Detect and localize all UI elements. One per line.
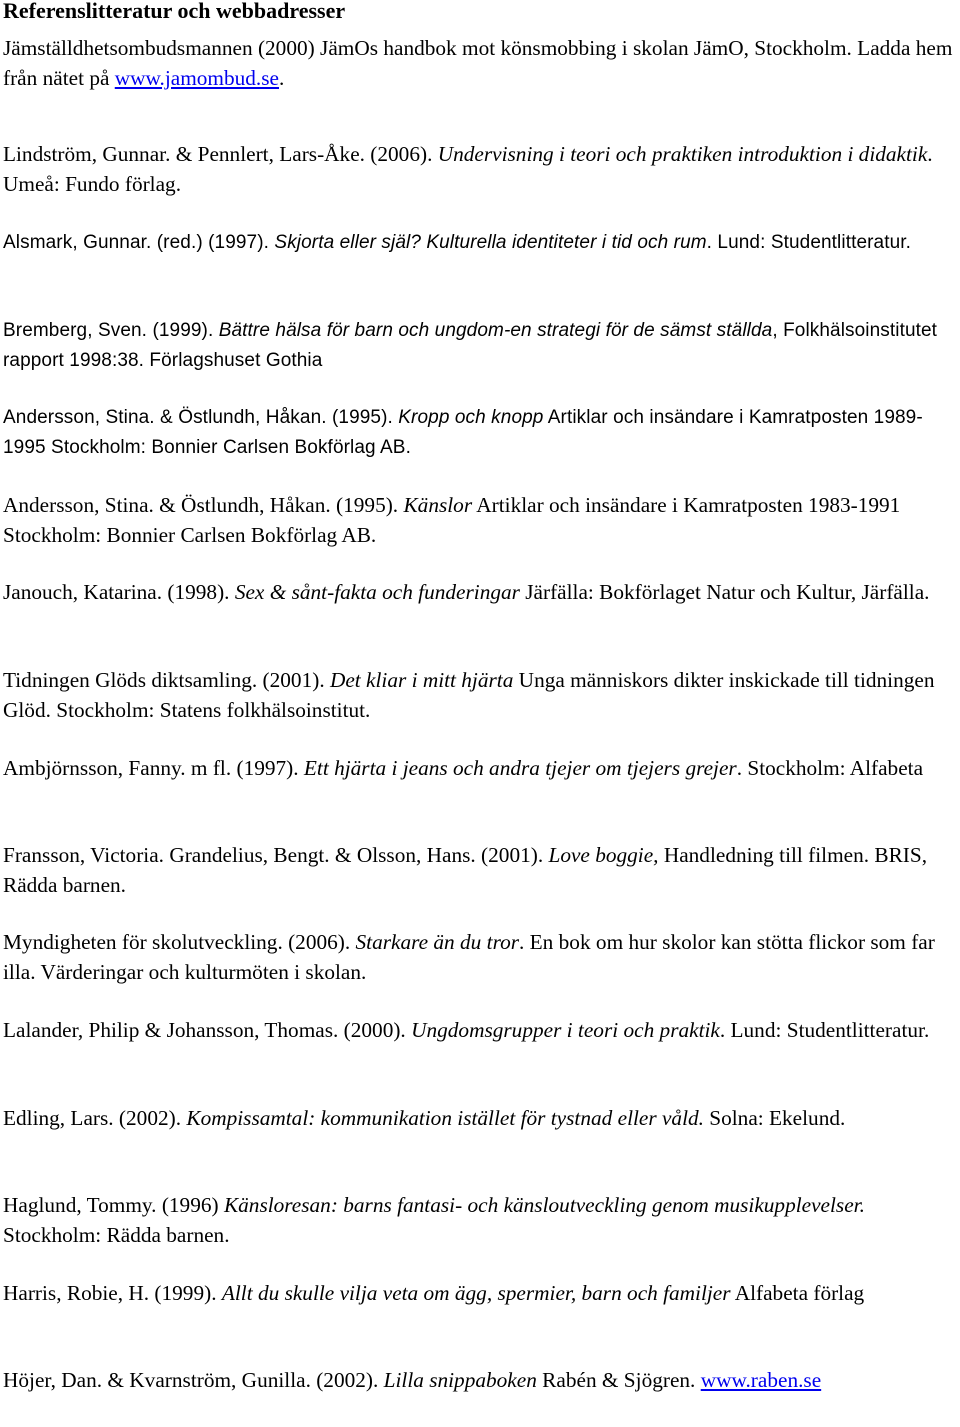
web-link[interactable]: www.raben.se [700, 1368, 822, 1392]
reference-text: Haglund, Tommy. (1996) [3, 1193, 224, 1217]
reference-text: Harris, Robie, H. (1999). [3, 1281, 222, 1305]
reference-text: Rabén & Sjögren. [536, 1368, 701, 1392]
reference-text: Andersson, Stina. & Östlundh, Håkan. (1995). [3, 407, 399, 428]
reference-text: . [279, 65, 285, 90]
reference-text: Artiklar och insändare i Kamratposten 1983-1991 Stockholm: Bonnier Carlsen Bokförlag AB. [3, 493, 901, 547]
reference-title: Känslor [403, 493, 473, 517]
reference-text: Unga människors dikter inskickade till tidningen Glöd. Stockholm: Statens folkhälsoinstitut. [3, 668, 935, 722]
reference-text: Järfälla: Bokförlaget Natur och Kultur, Järfälla. [519, 580, 930, 604]
reference-entry [3, 666, 958, 725]
reference-text: Alsmark, Gunnar. (red.) (1997). [3, 232, 275, 253]
reference-entry [3, 228, 958, 258]
reference-title: Undervisning i teori och praktiken introduktion i didaktik [437, 142, 928, 166]
reference-text: Ambjörnsson, Fanny. m fl. (1997). [3, 756, 304, 780]
reference-text: . Lund: Studentlitteratur. [719, 1018, 930, 1042]
reference-entry [3, 140, 958, 199]
reference-entry [3, 578, 958, 608]
reference-title: Bättre hälsa för barn och ungdom-en strategi för de sämst ställda [218, 320, 773, 341]
reference-entry [3, 1016, 958, 1046]
reference-title: Starkare än du tror [355, 930, 520, 954]
reference-title: Allt du skulle vilja veta om ägg, spermier, barn och familjer [221, 1281, 731, 1305]
reference-title: Kropp och knopp [398, 407, 544, 428]
reference-text: Tidningen Glöds diktsamling. (2001). [3, 668, 330, 692]
reference-title: Känsloresan: barns fantasi- och känsloutveckling genom musikupplevelser. [223, 1193, 865, 1217]
reference-title: Ett hjärta i jeans och andra tjejer om tjejers grejer [303, 756, 737, 780]
reference-text: Lindström, Gunnar. & Pennlert, Lars-Åke. (2006). [3, 142, 438, 166]
reference-entry [3, 1104, 958, 1134]
reference-text: Höjer, Dan. & Kvarnström, Gunilla. (2002). [3, 1368, 384, 1392]
reference-text: , Folkhälsoinstitutet rapport 1998:38. Förlagshuset Gothia [3, 320, 938, 371]
reference-text: Stockholm: Rädda barnen. [3, 1222, 230, 1247]
reference-entry [3, 316, 958, 375]
reference-title: Ungdomsgrupper i teori och praktik [411, 1018, 720, 1042]
reference-text: . Lund: Studentlitteratur. [706, 232, 912, 253]
reference-entry [3, 1366, 958, 1396]
reference-entry [3, 403, 958, 462]
reference-text: Alfabeta förlag [730, 1281, 865, 1305]
reference-entry [3, 1191, 958, 1250]
reference-entry [3, 491, 958, 550]
reference-entry [3, 928, 958, 987]
reference-text: Edling, Lars. (2002). [3, 1106, 187, 1130]
reference-title: Kompissamtal: kommunikation istället för tystnad eller våld. [186, 1106, 704, 1130]
reference-entry [3, 841, 958, 900]
reference-text: Myndigheten för skolutveckling. (2006). [3, 930, 356, 954]
reference-text: . Umeå: Fundo förlag. [3, 142, 933, 196]
reference-entry [3, 1279, 958, 1309]
reference-text: Artiklar och insändare i Kamratposten 1989-1995 Stockholm: Bonnier Carlsen Bokförlag AB. [3, 407, 923, 458]
reference-text: Janouch, Katarina. (1998). [3, 580, 235, 604]
reference-entry [3, 754, 958, 784]
reference-text: Andersson, Stina. & Östlundh, Håkan. (1995). [3, 493, 404, 517]
reference-title: Det kliar i mitt hjärta [329, 668, 514, 692]
reference-text: Handledning till filmen. BRIS, Rädda barnen. [3, 843, 928, 897]
reference-text: Jämställdhetsombudsmannen (2000) JämOs handbok mot könsmobbing i skolan JämO, Stockholm. Ladda hem från nätet på [3, 36, 953, 90]
reference-text: Lalander, Philip & Johansson, Thomas. (2000). [3, 1018, 412, 1042]
reference-text: . En bok om hur skolor kan stötta flickor som far illa. Värderingar och kulturmöten i skolan. [3, 930, 935, 984]
reference-entry [3, 34, 958, 93]
reference-title: Lilla snippaboken [383, 1368, 537, 1392]
reference-text: Solna: Ekelund. [703, 1106, 846, 1130]
reference-title: Love boggie, [548, 843, 659, 867]
reference-text: . Stockholm: Alfabeta [736, 756, 924, 780]
reference-text: Bremberg, Sven. (1999). [3, 320, 219, 341]
web-link[interactable]: www.jamombud.se [114, 65, 279, 90]
reference-title: Skjorta eller själ? Kulturella identiteter i tid och rum [274, 232, 707, 253]
reference-text: Fransson, Victoria. Grandelius, Bengt. & Olsson, Hans. (2001). [3, 843, 549, 867]
page-title: Referenslitteratur och webbadresser [3, 0, 346, 23]
reference-title: Sex & sånt-fakta och funderingar [234, 580, 520, 604]
